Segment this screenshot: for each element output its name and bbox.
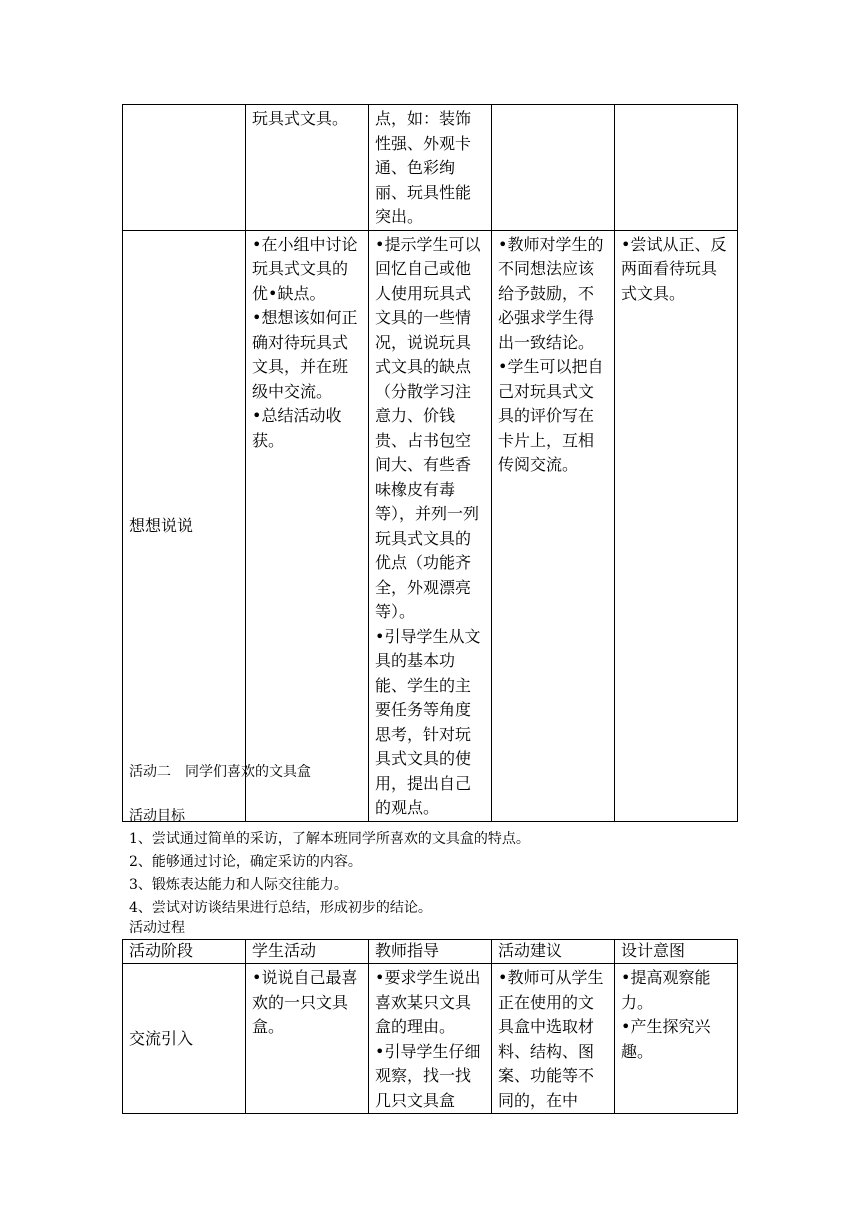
suggestion-cell [492, 964, 615, 1114]
table-cell: 点，如：装饰性强、外观卡通、色彩绚丽、玩具性能突出。 [369, 105, 492, 231]
table-row [123, 105, 738, 231]
list-item: •提示学生可以回忆自己或他人使用玩具式文具的一些情况，说说玩具式文具的缺点（分散学习注意力、价钱贵、占书包空间大、有些香味橡皮有毒等），并列一列玩具式文具的优点（功能齐全，外观漂亮等）。 [375, 234, 481, 621]
activity-title: 同学们喜欢的文具盒 [185, 764, 311, 780]
table-cell [492, 105, 615, 231]
list-item: •产生探究兴趣。 [621, 1017, 711, 1061]
column-header: 活动阶段 [123, 940, 246, 964]
list-item: •学生可以把自己对玩具式文具的评价写在卡片上，互相传阅交流。 [498, 357, 604, 474]
list-item: •总结活动收获。 [252, 406, 342, 450]
student-activity-cell [246, 964, 369, 1114]
list-item: •提高观察能力。 [621, 968, 711, 1012]
list-item: •要求学生说出喜欢某只文具盒的理由。 [375, 968, 481, 1036]
design-intent-cell [615, 964, 738, 1114]
table-cell [615, 105, 738, 231]
process-heading: 活动过程 [129, 920, 185, 936]
table-cell: 玩具式文具。 [246, 105, 369, 231]
goal-item: 2、能够通过讨论，确定采访的内容。 [129, 854, 362, 870]
list-item: •在小组中讨论玩具式文具的优•缺点。 [252, 234, 358, 303]
goal-item: 1、尝试通过简单的采访，了解本班同学所喜欢的文具盒的特点。 [129, 831, 530, 847]
activity-table-1 [122, 104, 738, 822]
list-item: •教师对学生的不同想法应该给予鼓励，不必强求学生得出一致结论。 [498, 234, 604, 352]
activity-label: 活动二 [129, 764, 171, 780]
goal-item: 3、锻炼表达能力和人际交往能力。 [129, 877, 348, 893]
column-header: 教师指导 [369, 940, 492, 964]
column-header: 活动建议 [492, 940, 615, 964]
list-item: •尝试从正、反两面看待玩具式文具。 [621, 234, 727, 303]
list-item: •教师可从学生正在使用的文具盒中选取材料、结构、图案、功能等不同的，在中 [498, 968, 604, 1110]
goal-item: 4、尝试对访谈结果进行总结，形成初步的结论。 [129, 900, 432, 916]
table-row [123, 230, 738, 821]
stage-cell: 想想说说 [123, 230, 246, 821]
table-header-row [123, 940, 738, 964]
goals-heading: 活动目标 [129, 808, 185, 824]
table-row [123, 964, 738, 1114]
column-header: 设计意图 [615, 940, 738, 964]
activity-table-2 [122, 939, 738, 1114]
list-item: •引导学生从文具的基本功能、学生的主要任务等角度思考，针对玩具式文具的使用，提出自己的观点。 [375, 626, 481, 817]
list-item: •想想该如何正确对待玩具式文具，并在班级中交流。 [252, 308, 358, 401]
table-cell [123, 105, 246, 231]
design-intent-cell [615, 230, 738, 821]
suggestion-cell [492, 230, 615, 821]
column-header: 学生活动 [246, 940, 369, 964]
list-item: •说说自己最喜欢的一只文具盒。 [252, 968, 358, 1036]
activity-heading [129, 762, 311, 782]
teacher-guidance-cell [369, 964, 492, 1114]
student-activity-cell [246, 230, 369, 821]
stage-cell: 交流引入 [123, 964, 246, 1114]
list-item: •引导学生仔细观察，找一找几只文具盒 [375, 1041, 481, 1110]
teacher-guidance-cell [369, 230, 492, 821]
